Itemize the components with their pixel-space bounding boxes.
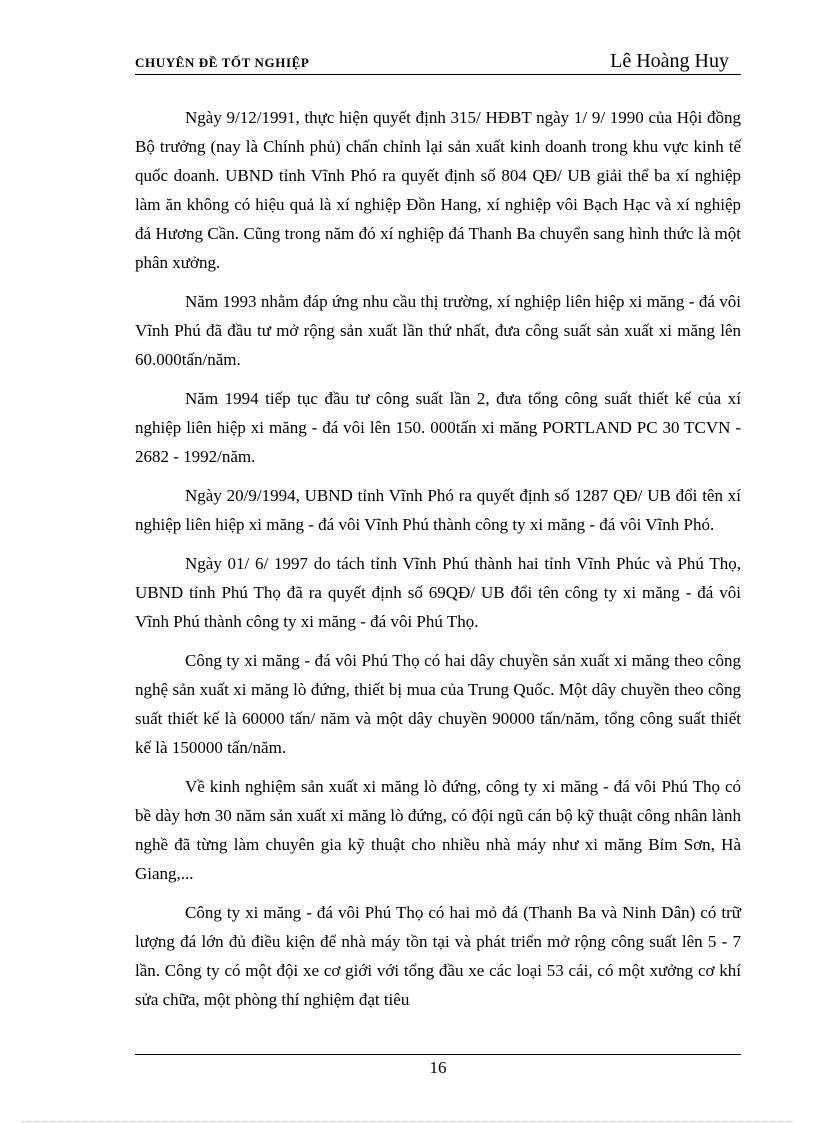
paragraph: Năm 1994 tiếp tục đầu tư công suất lần 2, đưa tổng công suất thiết kế của xí nghiệp liên hiệp xi măng - đá vôi lên 150. 000tấn xi măng PORTLAND PC 30 TCVN - 2682 - 1992/năm. (135, 389, 741, 466)
paragraph: Công ty xi măng - đá vôi Phú Thọ có hai dây chuyền sản xuất xi măng theo công nghệ sản xuất xi măng lò đứng, thiết bị mua của Trung Quốc. Một dây chuyền theo công suất thiết kế là 60000 tấn/ năm và một dây chuyền 90000 tấn/năm, tổng công suất thiết kế là 150000 tấn/năm. (135, 651, 741, 757)
paragraph: Công ty xi măng - đá vôi Phú Thọ có hai mỏ đá (Thanh Ba và Ninh Dân) có trữ lượng đá lớn đủ điều kiện để nhà máy tồn tại và phát triển mở rộng công suất lên 5 - 7 lần. Công ty có một đội xe cơ giới với tổng đầu xe các loại 53 cái, có một xưởng cơ khí sửa chữa, một phòng thí nghiệm đạt tiêu (135, 903, 741, 1009)
paragraph: Ngày 9/12/1991, thực hiện quyết định 315/ HĐBT ngày 1/ 9/ 1990 của Hội đồng Bộ trưởng (nay là Chính phủ) chấn chỉnh lại sản xuất kinh doanh trong khu vực kinh tế quốc doanh. UBND tỉnh Vĩnh Phó ra quyết định số 804 QĐ/ UB giải thể ba xí nghiệp làm ăn không có hiệu quả là xí nghiệp Đồn Hang, xí nghiệp vôi Bạch Hạc và xí nghiệp đá Hương Cần. Cũng trong năm đó xí nghiệp đá Thanh Ba chuyển sang hình thức là một phân xưởng. (135, 108, 741, 272)
paragraph: Năm 1993 nhằm đáp ứng nhu cầu thị trường, xí nghiệp liên hiệp xi măng - đá vôi Vĩnh Phú đã đầu tư mở rộng sản xuất lần thứ nhất, đưa công suất sản xuất xi măng lên 60.000tấn/năm. (135, 292, 741, 369)
paragraph: Ngày 20/9/1994, UBND tỉnh Vĩnh Phó ra quyết định số 1287 QĐ/ UB đổi tên xí nghiệp liên hiệp xi măng - đá vôi Vĩnh Phú thành công ty xi măng - đá vôi Vĩnh Phó. (135, 486, 741, 534)
paragraph: Ngày 01/ 6/ 1997 do tách tỉnh Vĩnh Phú thành hai tỉnh Vĩnh Phúc và Phú Thọ, UBND tỉnh Phú Thọ đã ra quyết định số 69QĐ/ UB đổi tên công ty xi măng - đá vôi Vĩnh Phú thành công ty xi măng - đá vôi Phú Thọ. (135, 554, 741, 631)
footer-divider (135, 1054, 741, 1055)
paragraph: Về kinh nghiệm sản xuất xi măng lò đứng, công ty xi măng - đá vôi Phú Thọ có bề dày hơn 30 năm sản xuất xi măng lò đứng, có đội ngũ cán bộ kỹ thuật công nhân lành nghề đã từng làm chuyên gia kỹ thuật cho nhiều nhà máy như xi măng Bỉm Sơn, Hà Giang,... (135, 777, 741, 883)
page-edge-guide (22, 1121, 794, 1122)
author-name: Lê Hoàng Huy (610, 50, 729, 72)
page-number: 16 (429, 1058, 447, 1077)
document-title: CHUYÊN ĐỀ TỐT NGHIỆP (135, 55, 310, 70)
page-header (135, 46, 741, 75)
body-text (135, 103, 741, 1024)
